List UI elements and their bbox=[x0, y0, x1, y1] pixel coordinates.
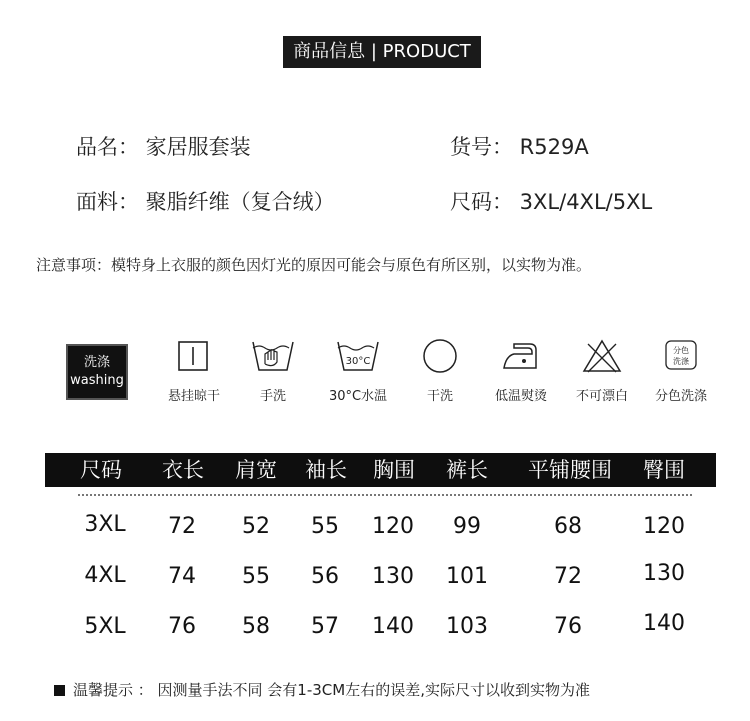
care-label-hang-dry: 悬挂晾干 bbox=[167, 389, 220, 404]
th-sleeve: 袖长 bbox=[305, 458, 347, 482]
cell-shoulder: 58 bbox=[242, 614, 270, 639]
th-waist: 平铺腰围 bbox=[528, 458, 612, 482]
tip-text: 温馨提示 ： 因测量手法不同 会有1-3CM左右的误差,实际尺寸以收到实物为准 bbox=[73, 681, 590, 699]
cell-pants-length: 99 bbox=[453, 514, 481, 539]
care-label-30c: 30°C水温 bbox=[328, 389, 388, 404]
cell-hip: 120 bbox=[643, 514, 685, 539]
cell-shoulder: 55 bbox=[242, 564, 270, 589]
th-shoulder: 肩宽 bbox=[235, 458, 277, 482]
care-label-dry-clean: 干洗 bbox=[426, 389, 453, 404]
washing-badge-en: washing bbox=[70, 373, 124, 388]
th-size: 尺码 bbox=[80, 458, 122, 482]
section-title: 商品信息 | PRODUCT bbox=[283, 36, 481, 68]
product-name: 品名： 家居服套装 bbox=[76, 135, 251, 159]
separate-wash-text-2: 洗涤 bbox=[673, 357, 689, 366]
cell-chest: 120 bbox=[372, 514, 414, 539]
cell-chest: 140 bbox=[372, 614, 414, 639]
product-fabric: 面料： 聚脂纤维（复合绒） bbox=[76, 190, 335, 214]
cell-waist: 76 bbox=[554, 614, 582, 639]
washing-badge bbox=[66, 344, 128, 400]
cell-length: 76 bbox=[168, 614, 196, 639]
measurement-tip bbox=[54, 679, 590, 700]
cell-sleeve: 56 bbox=[311, 564, 339, 589]
wash-temp-text: 30°C bbox=[345, 356, 371, 367]
washing-badge-cn: 洗涤 bbox=[83, 355, 110, 370]
table-divider bbox=[78, 494, 692, 496]
cell-chest: 130 bbox=[372, 564, 414, 589]
hand-wash-icon bbox=[251, 338, 295, 374]
cell-pants-length: 101 bbox=[446, 564, 488, 589]
cell-shoulder: 52 bbox=[242, 514, 270, 539]
cell-length: 74 bbox=[168, 564, 196, 589]
cell-size: 5XL bbox=[84, 614, 126, 639]
cell-waist: 68 bbox=[554, 514, 582, 539]
cell-sleeve: 55 bbox=[311, 514, 339, 539]
cell-size: 3XL bbox=[84, 512, 126, 537]
hang-dry-icon bbox=[176, 338, 210, 372]
cell-size: 4XL bbox=[84, 563, 126, 588]
cell-hip: 140 bbox=[643, 611, 685, 636]
th-chest: 胸围 bbox=[373, 458, 415, 482]
care-label-hand-wash: 手洗 bbox=[259, 389, 286, 404]
bullet-square-icon bbox=[54, 685, 65, 696]
th-hip: 臀围 bbox=[643, 458, 685, 482]
wash-30c-icon bbox=[336, 338, 380, 374]
size-table-header bbox=[45, 453, 716, 487]
th-pants-length: 裤长 bbox=[446, 458, 488, 482]
notice-text: 注意事项：模特身上衣服的颜色因灯光的原因可能会与原色有所区别，以实物为准。 bbox=[36, 256, 592, 274]
no-bleach-icon bbox=[582, 338, 622, 374]
cell-pants-length: 103 bbox=[446, 614, 488, 639]
cell-sleeve: 57 bbox=[311, 614, 339, 639]
cell-length: 72 bbox=[168, 514, 196, 539]
care-label-no-bleach: 不可漂白 bbox=[575, 389, 628, 404]
product-code: 货号： R529A bbox=[450, 135, 589, 159]
th-length: 衣长 bbox=[162, 458, 204, 482]
cell-hip: 130 bbox=[643, 561, 685, 586]
care-label-iron: 低温熨烫 bbox=[494, 389, 547, 404]
product-sizes: 尺码： 3XL/4XL/5XL bbox=[450, 190, 653, 214]
separate-wash-text-1: 分色 bbox=[673, 346, 689, 355]
cell-waist: 72 bbox=[554, 564, 582, 589]
care-label-separate: 分色洗涤 bbox=[654, 389, 707, 404]
iron-low-icon bbox=[500, 338, 540, 372]
dry-clean-icon bbox=[422, 338, 458, 374]
separate-wash-icon bbox=[664, 338, 698, 372]
